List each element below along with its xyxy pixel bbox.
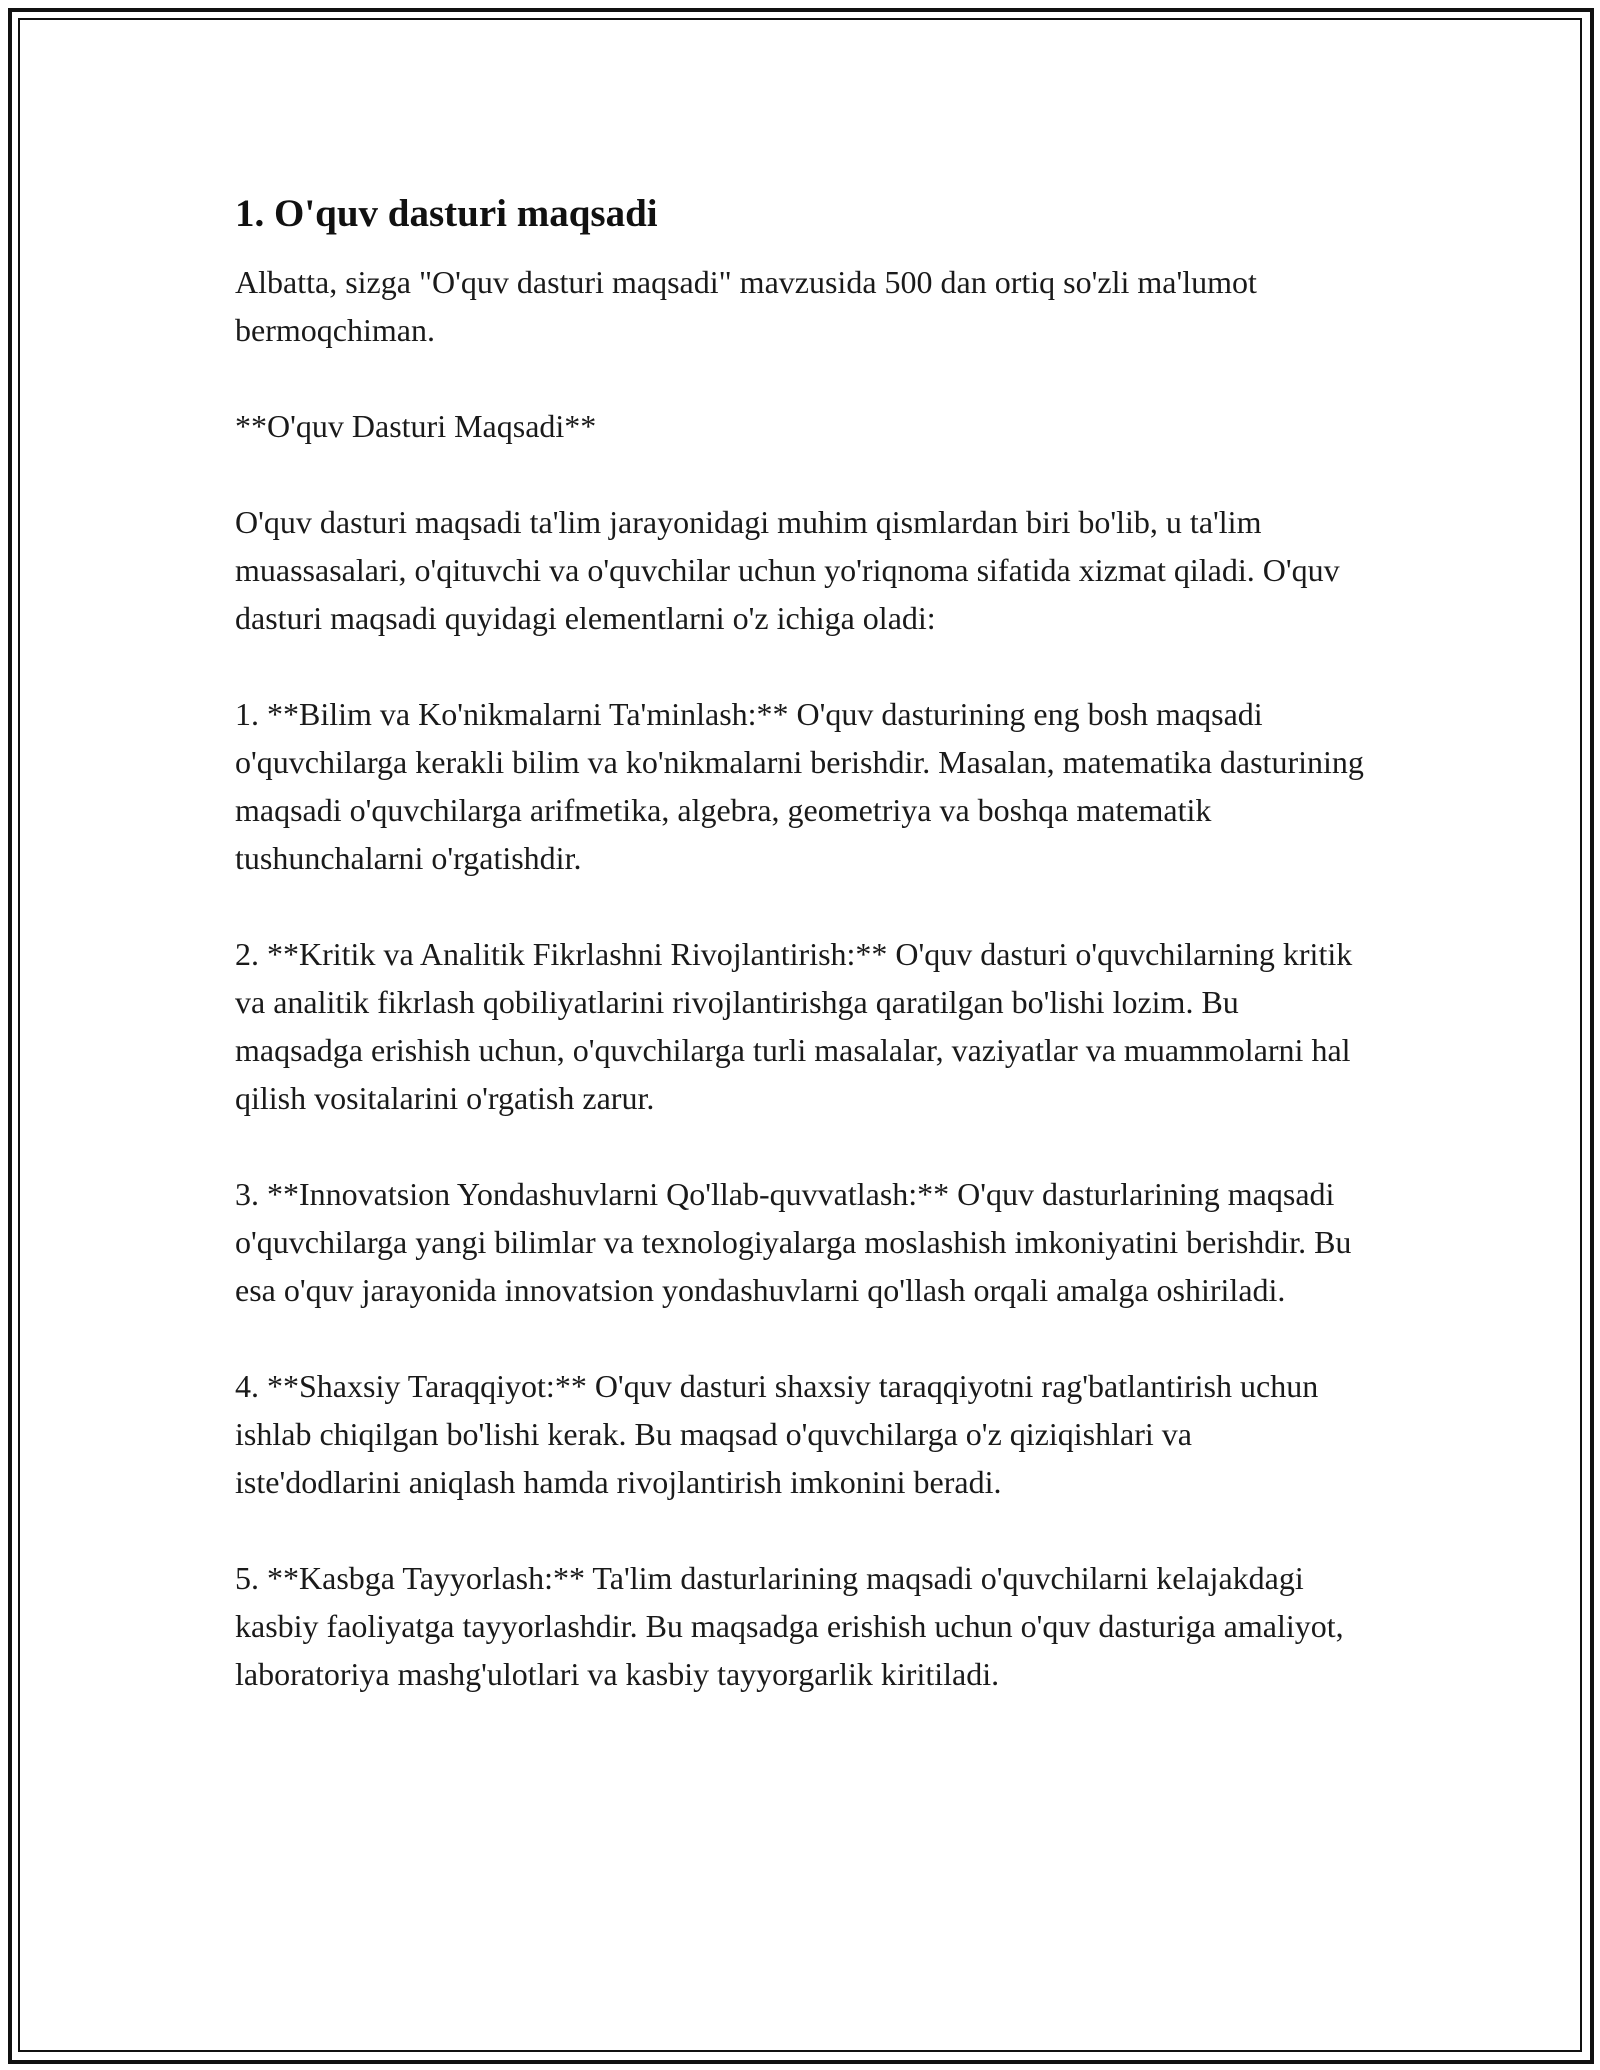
overview-paragraph: O'quv dasturi maqsadi ta'lim jarayonidagi muhim qismlardan biri bo'lib, u ta'lim muassasalari, o'qituvchi va o'quvchilar uchun yo'riqnoma sifatida xizmat qiladi. O'quv dasturi maqsadi quyidagi elementlarni o'z ichiga oladi: <box>235 504 1340 636</box>
list-item-4: 4. **Shaxsiy Taraqqiyot:** O'quv dasturi shaxsiy taraqqiyotni rag'batlantirish uchun ishlab chiqilgan bo'lishi kerak. Bu maqsad o'quvchilarga o'z qiziqishlari va iste'dodlarini aniqlash hamda rivojlantirish imkonini beradi. <box>235 1368 1319 1500</box>
subtitle-paragraph: **O'quv Dasturi Maqsadi** <box>235 408 597 444</box>
list-item-3: 3. **Innovatsion Yondashuvlarni Qo'llab-quvvatlash:** O'quv dasturlarining maqsadi o'quvchilarga yangi bilimlar va texnologiyalarga moslashish imkoniyatini berishdir. Bu esa o'quv jarayonida innovatsion yondashuvlarni qo'llash orqali amalga oshiriladi. <box>235 1176 1352 1308</box>
section-heading: 1. O'quv dasturi maqsadi <box>235 192 658 235</box>
list-item-1: 1. **Bilim va Ko'nikmalarni Ta'minlash:** O'quv dasturining eng bosh maqsadi o'quvchilarga kerakli bilim va ko'nikmalarni berishdir. Masalan, matematika dasturining maqsadi o'quvchilarga arifmetika, algebra, geometriya va boshqa matematik tushunchalarni o'rgatishdir. <box>235 696 1364 876</box>
list-item-5: 5. **Kasbga Tayyorlash:** Ta'lim dasturlarining maqsadi o'quvchilarni kelajakdagi kasbiy faoliyatga tayyorlashdir. Bu maqsadga erishish uchun o'quv dasturiga amaliyot, laboratoriya mashg'ulotlari va kasbiy tayyorgarlik kiritiladi. <box>235 1560 1344 1692</box>
intro-paragraph: Albatta, sizga "O'quv dasturi maqsadi" mavzusida 500 dan ortiq so'zli ma'lumot bermoqchiman. <box>235 264 1257 348</box>
list-item-2: 2. **Kritik va Analitik Fikrlashni Rivojlantirish:** O'quv dasturi o'quvchilarning kritik va analitik fikrlash qobiliyatlarini rivojlantirishga qaratilgan bo'lishi lozim. Bu maqsadga erishish uchun, o'quvchilarga turli masalalar, vaziyatlar va muammolarni hal qilish vositalarini o'rgatish zarur. <box>235 936 1353 1116</box>
document-body <box>235 188 1365 1746</box>
